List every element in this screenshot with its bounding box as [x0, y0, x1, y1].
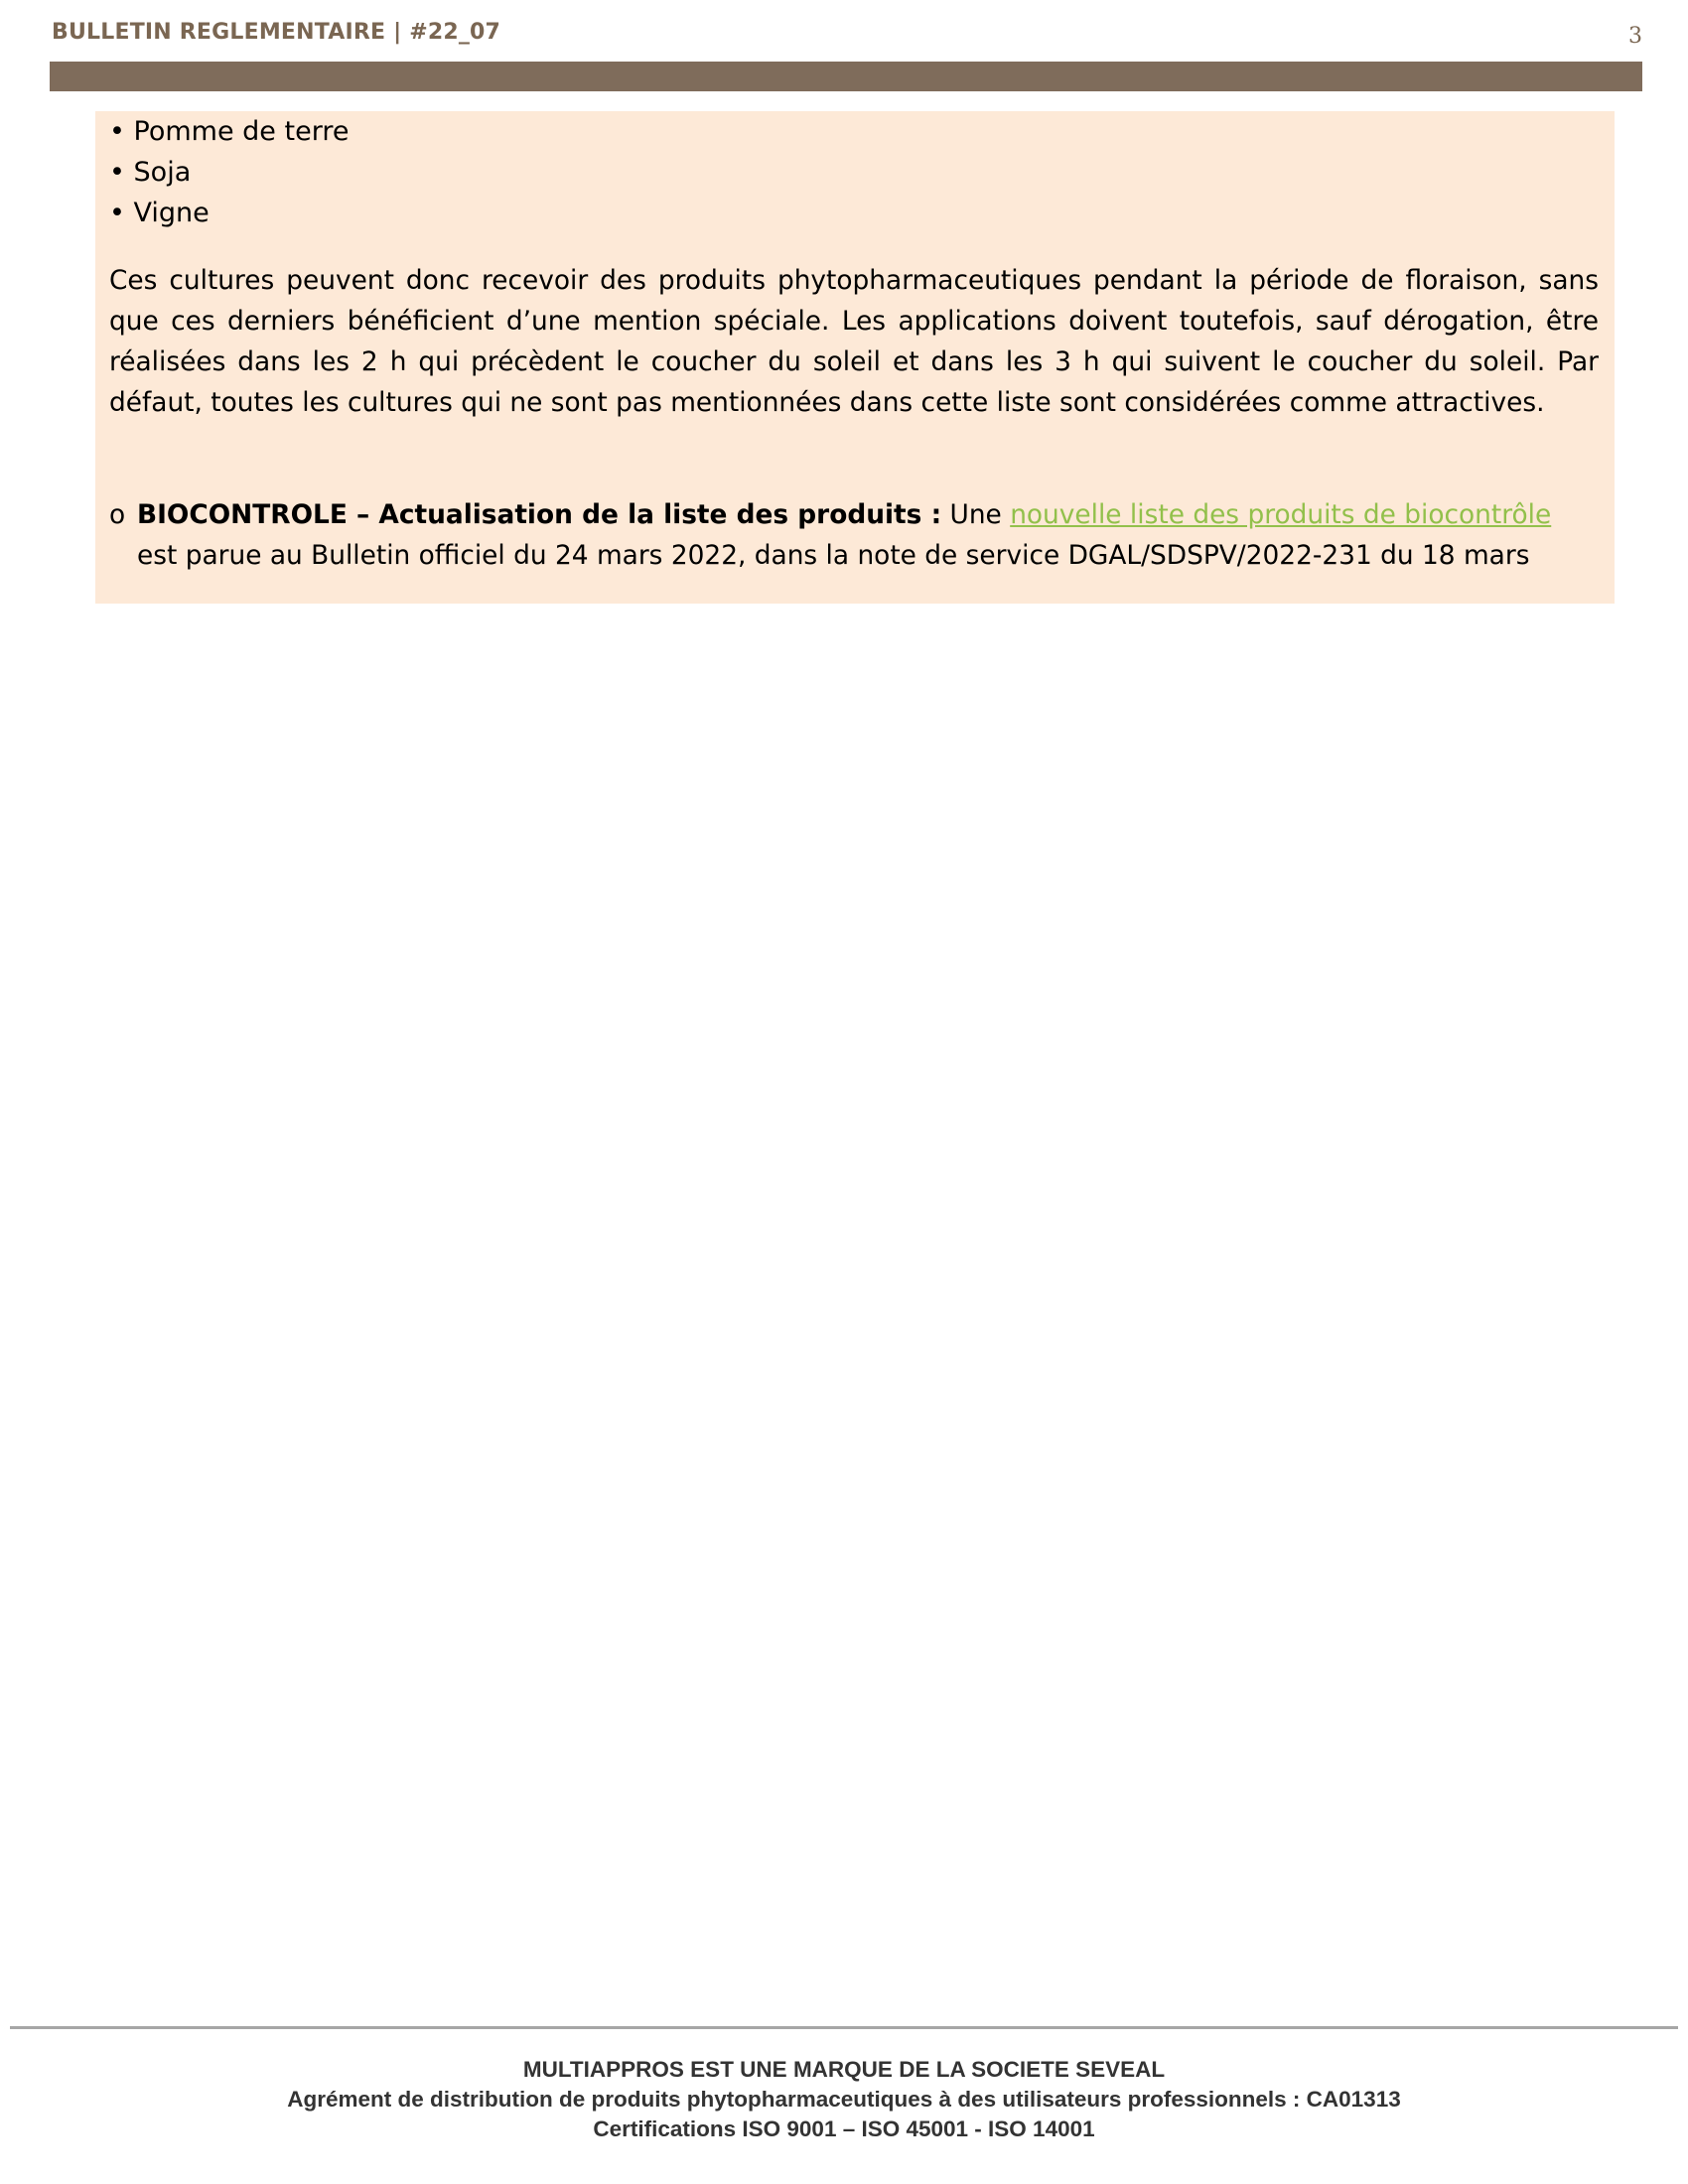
page-number: 3 [1628, 24, 1642, 49]
list-item [109, 152, 349, 193]
list-item [109, 111, 349, 152]
footer-line-certifications: Certifications ISO 9001 – ISO 45001 - ISO 14001 [593, 2116, 1095, 2141]
header-bar [50, 62, 1642, 91]
biocontrole-title: BIOCONTROLE – Actualisation de la liste des produits : [137, 499, 942, 530]
list-item-text: Soja [133, 157, 192, 188]
bullet-marker: • [109, 157, 125, 188]
list-item [109, 193, 349, 233]
list-item-text: Vigne [133, 198, 210, 228]
list-item-text: Pomme de terre [133, 116, 350, 147]
footer-line-agrement: Agrément de distribution de produits phytopharmaceutiques à des utilisateurs professionnels : CA01313 [287, 2087, 1401, 2112]
bullet-marker: • [109, 116, 125, 147]
text-before-link: Une [941, 499, 1011, 530]
highlight-box [95, 111, 1615, 604]
footer-divider [10, 2026, 1678, 2029]
footer-line-brand: MULTIAPPROS EST UNE MARQUE DE LA SOCIETE SEVEAL [522, 2057, 1166, 2082]
biocontrole-text [137, 494, 1599, 576]
page-footer [0, 2055, 1688, 2144]
circle-bullet-marker: o [109, 499, 126, 530]
biocontrole-list-link[interactable]: nouvelle liste des produits de biocontrôle [1010, 499, 1552, 530]
bulletin-title: BULLETIN REGLEMENTAIRE | #22_07 [52, 20, 501, 45]
text-after-link: est parue au Bulletin officiel du 24 mars 2022, dans la note de service DGAL/SDSPV/2022-231 du 18 mars [137, 540, 1530, 571]
body-paragraph: Ces cultures peuvent donc recevoir des produits phytopharmaceutiques pendant la période de floraison, sans que ces derniers bénéficient d’une mention spéciale. Les applications doivent toutefois, sauf dérogation, être réalisées dans les 2 h qui précèdent le coucher du soleil et dans les 3 h qui suivent le coucher du soleil. Par défaut, toutes les cultures qui ne sont pas mentionnées dans cette liste sont considérées comme attractives. [109, 265, 1599, 418]
crop-list [109, 111, 349, 233]
biocontrole-item [109, 494, 1599, 576]
bullet-marker: • [109, 198, 125, 228]
